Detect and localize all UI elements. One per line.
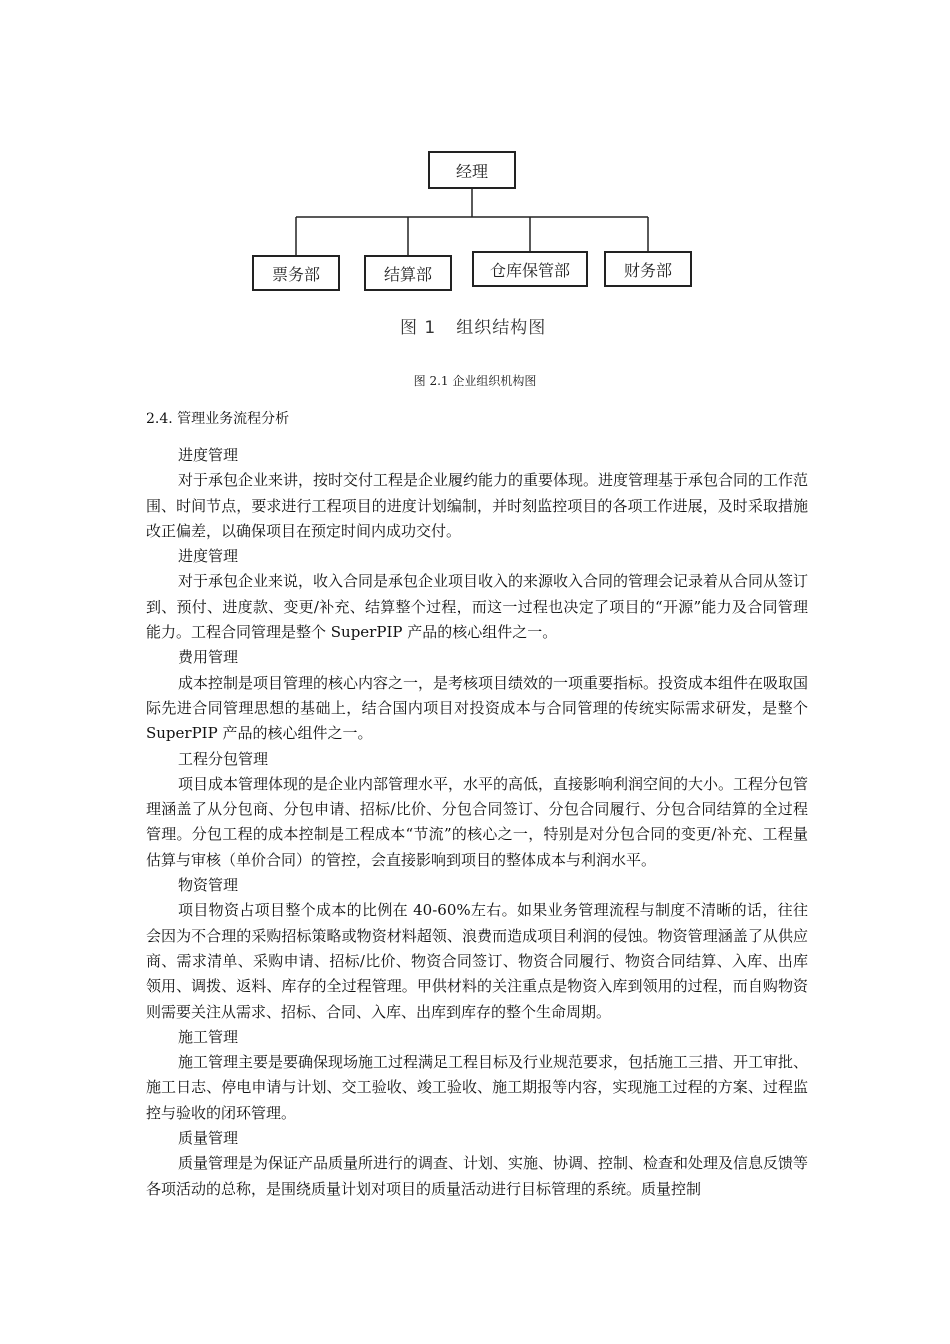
section-title: 2.4. 管理业务流程分析 [146, 411, 290, 427]
paragraph: 成本控制是项目管理的核心内容之一，是考核项目绩效的一项重要指标。投资成本组件在吸取国际先进合同管理思想的基础上，结合国内项目对投资成本与合同管理的传统实际需求研发，是整个 SuperPIP 产品的核心组件之一。 [146, 673, 809, 743]
subsection-heading: 进度管理 [178, 547, 239, 566]
subsection-heading: 物资管理 [178, 876, 239, 895]
org-node-finance: 财务部 [604, 251, 692, 287]
org-node-settlement: 结算部 [364, 255, 452, 291]
paragraph: 对于承包企业来说，收入合同是承包企业项目收入的来源收入合同的管理会记录着从合同从签订到、预付、进度款、变更/补充、结算整个过程，而这一过程也决定了项目的“开源”能力及合同管理能力。工程合同管理是整个 SuperPIP 产品的核心组件之一。 [146, 572, 809, 642]
org-node-warehouse: 仓库保管部 [472, 251, 588, 287]
paragraph: 项目物资占项目整个成本的比例在 40-60%左右。如果业务管理流程与制度不清晰的话，往往会因为不合理的采购招标策略或物资材料超领、浪费而造成项目利润的侵蚀。物资管理涵盖了从供应商、需求清单、采购申请、招标/比价、物资合同签订、物资合同履行、物资合同结算、入库、出库领用、调拨、返料、库存的全过程管理。甲供材料的关注重点是物资入库到领用的过程，而自购物资则需要关注从需求、招标、合同、入库、出库到库存的整个生命周期。 [146, 901, 808, 1021]
document-body [146, 443, 808, 1202]
org-chart-figure [236, 138, 716, 350]
figure-caption: 图 2.1 企业组织机构图 [413, 374, 537, 388]
subsection-heading: 费用管理 [178, 648, 239, 667]
subsection-heading: 质量管理 [178, 1129, 239, 1148]
paragraph: 质量管理是为保证产品质量所进行的调查、计划、实施、协调、控制、检查和处理及信息反馈等各项活动的总称，是围绕质量计划对项目的质量活动进行目标管理的系统。质量控制 [146, 1154, 809, 1198]
paragraph: 对于承包企业来讲，按时交付工程是企业履约能力的重要体现。进度管理基于承包合同的工作范围、时间节点，要求进行工程项目的进度计划编制，并时刻监控项目的各项工作进展，及时采取措施改正偏差，以确保项目在预定时间内成功交付。 [146, 471, 809, 540]
org-node-ticketing: 票务部 [252, 255, 340, 291]
org-node-manager: 经理 [428, 151, 516, 189]
figure-inner-caption-title: 组织结构图 [456, 318, 547, 338]
paragraph: 施工管理主要是要确保现场施工过程满足工程目标及行业规范要求，包括施工三措、开工审批、施工日志、停电申请与计划、交工验收、竣工验收、施工期报等内容，实现施工过程的方案、过程监控与验收的闭环管理。 [146, 1053, 809, 1122]
subsection-heading: 进度管理 [178, 446, 239, 464]
figure-inner-caption-number: 图 1 [400, 318, 437, 338]
figure-inner-caption [400, 313, 546, 338]
paragraph: 项目成本管理体现的是企业内部管理水平，水平的高低，直接影响利润空间的大小。工程分包管理涵盖了从分包商、分包申请、招标/比价、分包合同签订、分包合同履行、分包合同结算的全过程管理。分包工程的成本控制是工程成本“节流”的核心之一，特别是对分包合同的变更/补充、工程量估算与审核（单价合同）的管控，会直接影响到项目的整体成本与利润水平。 [146, 774, 809, 869]
subsection-heading: 工程分包管理 [178, 749, 269, 768]
subsection-heading: 施工管理 [178, 1027, 239, 1046]
